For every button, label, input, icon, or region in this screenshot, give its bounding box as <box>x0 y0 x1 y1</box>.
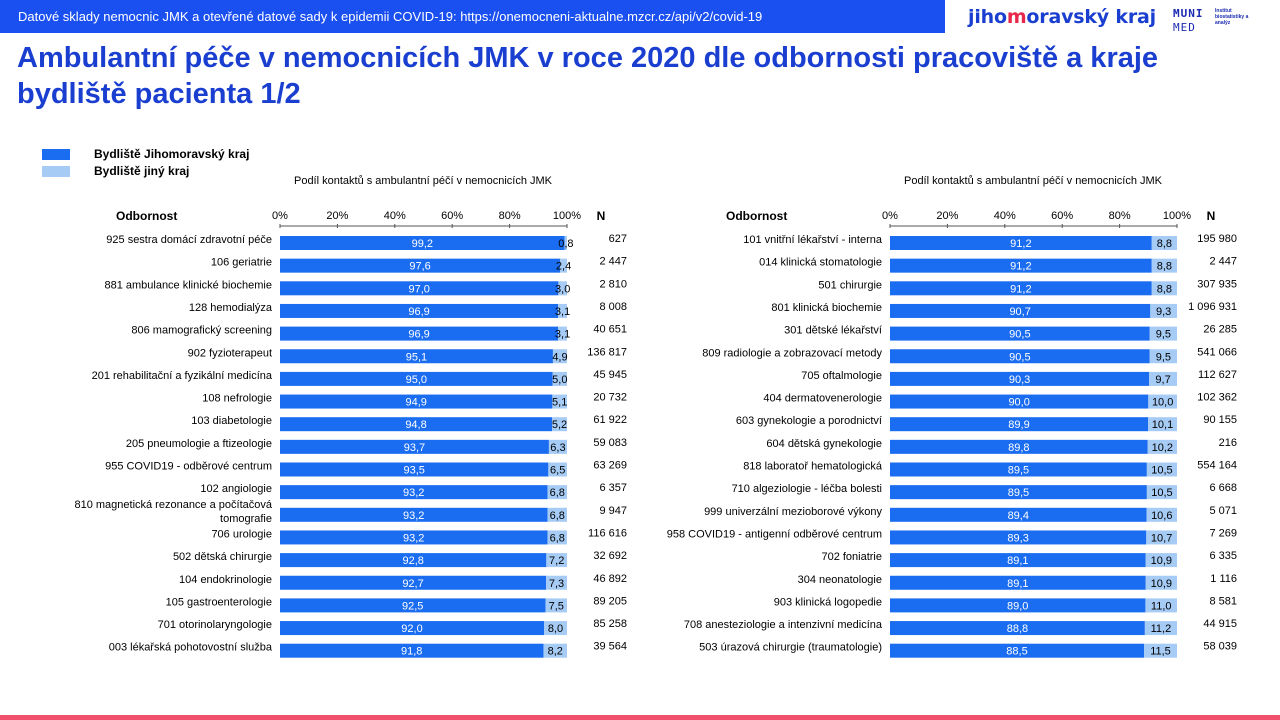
data-label-jmk: 94,9 <box>405 396 427 409</box>
n-value: 85 258 <box>593 618 627 631</box>
category-label: 809 radiologie a zobrazovací metody <box>702 347 882 360</box>
data-label-other: 3,1 <box>554 328 571 341</box>
data-label-jmk: 89,8 <box>1008 441 1030 454</box>
n-value: 89 205 <box>593 595 627 608</box>
category-label: 925 sestra domácí zdravotní péče <box>106 234 272 246</box>
n-value: 554 164 <box>1197 459 1237 472</box>
n-value: 6 357 <box>599 482 627 495</box>
x-tick-label: 0% <box>882 210 898 222</box>
data-label-jmk: 92,5 <box>402 600 424 613</box>
category-header: Odbornost <box>726 209 788 223</box>
category-label: 708 anesteziologie a intenzivní medicína <box>683 619 882 632</box>
source-banner: Datové sklady nemocnic JMK a otevřené datové sady k epidemii COVID-19: https://onemocneni-aktualne.mzcr.cz/api/v2/covid-19 <box>0 0 945 33</box>
logo-muni-text: MUNI <box>1173 7 1204 20</box>
n-value: 195 980 <box>1197 233 1237 245</box>
data-label-jmk: 93,2 <box>403 509 425 522</box>
data-label-other: 10,0 <box>1151 396 1174 409</box>
data-label-other: 9,5 <box>1155 351 1172 364</box>
n-value: 136 817 <box>587 346 627 359</box>
category-label: 810 magnetická rezonance a počítačová <box>74 498 272 511</box>
data-label-jmk: 91,8 <box>401 645 423 658</box>
category-label: 301 dětské lékařství <box>784 324 882 337</box>
bottom-accent-line <box>0 715 1280 720</box>
data-label-jmk: 91,2 <box>1010 238 1032 250</box>
data-label-jmk: 93,7 <box>403 441 426 454</box>
category-label: 903 klinická logopedie <box>773 596 882 609</box>
data-label-jmk: 90,5 <box>1009 351 1031 364</box>
brand-text-start: jiho <box>968 6 1007 28</box>
category-label: 503 úrazová chirurgie (traumatologie) <box>699 641 882 654</box>
data-label-other: 9,3 <box>1156 305 1172 318</box>
category-label: 881 ambulance klinické biochemie <box>104 279 272 292</box>
category-header: Odbornost <box>116 209 178 223</box>
data-label-other: 8,8 <box>1156 260 1173 273</box>
n-value: 20 732 <box>593 391 627 404</box>
n-value: 541 066 <box>1197 346 1237 359</box>
chart-title-line: Podíl kontaktů s ambulantní péčí v nemocnicích JMK <box>293 175 553 187</box>
data-label-jmk: 90,3 <box>1008 373 1031 386</box>
category-label: 003 lékařská pohotovostní služba <box>108 641 272 654</box>
data-label-other: 7,5 <box>548 600 564 613</box>
data-label-jmk: 90,5 <box>1009 328 1031 341</box>
n-value: 40 651 <box>593 323 627 336</box>
n-value: 627 <box>608 233 627 245</box>
data-label-other: 0,8 <box>558 238 574 250</box>
legend-label-other: Bydliště jiný kraj <box>94 164 190 178</box>
n-value: 2 810 <box>599 278 627 291</box>
data-label-other: 10,2 <box>1151 441 1174 454</box>
category-label: 902 fyzioterapeut <box>187 347 272 360</box>
legend-swatch-jmk <box>42 149 70 160</box>
brand-text-end: oravský kraj <box>1026 6 1156 28</box>
category-label: 501 chirurgie <box>818 279 882 292</box>
data-label-other: 8,8 <box>1156 283 1173 296</box>
category-label: 128 hemodialýza <box>188 301 272 314</box>
category-label: 999 univerzální mezioborové výkony <box>704 505 882 518</box>
x-tick-label: 60% <box>441 210 464 222</box>
category-label: 702 foniatrie <box>821 551 882 564</box>
data-label-other: 9,5 <box>1155 328 1172 341</box>
chart-title-line: Podíl kontaktů s ambulantní péčí v nemocnicích JMK <box>903 175 1163 187</box>
n-value: 8 581 <box>1209 595 1237 608</box>
data-label-other: 7,3 <box>548 577 565 590</box>
data-label-other: 10,5 <box>1151 464 1173 477</box>
category-label: tomografie <box>220 512 272 525</box>
n-value: 7 269 <box>1209 527 1237 540</box>
category-label: 105 gastroenterologie <box>165 596 272 609</box>
data-label-other: 7,2 <box>549 555 565 568</box>
data-label-other: 8,8 <box>1156 238 1173 250</box>
data-label-jmk: 92,8 <box>402 555 424 568</box>
data-label-other: 10,9 <box>1150 577 1173 590</box>
data-label-jmk: 88,5 <box>1006 645 1028 658</box>
category-label: 710 algeziologie - léčba bolesti <box>731 483 882 496</box>
brand-logo <box>968 6 1156 28</box>
data-label-jmk: 89,3 <box>1007 532 1029 545</box>
x-tick-label: 20% <box>326 210 349 222</box>
data-label-jmk: 89,4 <box>1007 509 1029 522</box>
data-label-jmk: 97,6 <box>409 260 431 273</box>
category-label: 604 dětská gynekologie <box>766 437 882 450</box>
data-label-other: 4,9 <box>552 351 568 364</box>
category-label: 701 otorinolaryngologie <box>157 619 272 632</box>
n-value: 39 564 <box>593 640 627 653</box>
data-label-other: 10,7 <box>1150 532 1173 545</box>
data-label-jmk: 91,2 <box>1010 283 1032 296</box>
data-label-other: 10,9 <box>1150 555 1173 568</box>
data-label-jmk: 96,9 <box>408 328 430 341</box>
data-label-other: 3,0 <box>555 283 571 296</box>
data-label-jmk: 93,2 <box>403 487 425 500</box>
n-value: 61 922 <box>593 414 627 427</box>
n-value: 1 096 931 <box>1188 300 1237 313</box>
x-tick-label: 100% <box>552 210 582 222</box>
data-label-jmk: 89,5 <box>1007 487 1030 500</box>
chart-right <box>610 165 1250 670</box>
data-label-other: 11,2 <box>1150 623 1172 636</box>
data-label-other: 11,0 <box>1150 600 1172 613</box>
x-tick-label: 40% <box>383 210 406 222</box>
category-label: 818 laboratoř hematologická <box>743 460 882 473</box>
category-label: 108 nefrologie <box>202 392 272 405</box>
data-label-jmk: 93,2 <box>403 532 425 545</box>
data-label-jmk: 93,5 <box>403 464 425 477</box>
category-label: 801 klinická biochemie <box>771 301 882 314</box>
data-label-jmk: 99,2 <box>411 238 434 250</box>
n-value: 116 616 <box>588 527 627 540</box>
category-label: 201 rehabilitační a fyzikální medicína <box>91 369 272 382</box>
category-label: 705 oftalmologie <box>801 369 882 382</box>
data-label-other: 5,0 <box>552 373 568 386</box>
data-label-other: 11,5 <box>1150 645 1171 658</box>
data-label-other: 6,8 <box>549 487 565 500</box>
category-label: 205 pneumologie a ftizeologie <box>125 437 272 450</box>
data-label-jmk: 91,2 <box>1010 260 1032 273</box>
category-label: 806 mamografický screening <box>131 324 272 337</box>
n-value: 46 892 <box>593 572 627 585</box>
x-tick-label: 100% <box>1162 210 1192 222</box>
n-value: 63 269 <box>593 459 627 472</box>
x-tick-label: 60% <box>1051 210 1074 222</box>
data-label-other: 3,1 <box>554 305 571 318</box>
n-value: 1 116 <box>1210 572 1237 585</box>
data-label-other: 5,1 <box>552 396 568 409</box>
data-label-jmk: 89,0 <box>1007 600 1029 613</box>
category-label: 304 neonatologie <box>797 573 882 586</box>
n-value: 5 071 <box>1209 504 1237 517</box>
data-label-other: 10,1 <box>1151 419 1174 432</box>
category-label: 106 geriatrie <box>210 256 272 269</box>
n-value: 9 947 <box>599 504 627 517</box>
category-label: 102 angiologie <box>200 483 272 496</box>
data-label-jmk: 94,8 <box>405 419 427 432</box>
x-tick-label: 80% <box>498 210 521 222</box>
n-value: 58 039 <box>1203 640 1237 653</box>
data-label-jmk: 89,1 <box>1007 555 1029 568</box>
data-label-jmk: 92,7 <box>402 577 424 590</box>
data-label-jmk: 96,9 <box>408 305 430 318</box>
n-value: 32 692 <box>593 550 627 563</box>
n-value: 102 362 <box>1197 391 1237 404</box>
page-title: Ambulantní péče v nemocnicích JMK v roce 2020 dle odbornosti pracoviště a kraje bydliště pacienta 1/2 <box>17 42 1159 110</box>
category-label: 014 klinická stomatologie <box>759 256 882 269</box>
data-label-jmk: 89,5 <box>1007 464 1030 477</box>
data-label-other: 8,2 <box>547 645 563 658</box>
n-value: 59 083 <box>593 436 627 449</box>
n-value: 26 285 <box>1203 323 1237 336</box>
data-label-other: 6,5 <box>550 464 566 477</box>
data-label-other: 10,5 <box>1151 487 1173 500</box>
muni-med-logo <box>1173 7 1273 35</box>
n-value: 90 155 <box>1203 414 1237 427</box>
data-label-other: 6,3 <box>550 441 566 454</box>
data-label-jmk: 89,1 <box>1007 577 1029 590</box>
brand-text-accent: m <box>1006 6 1027 28</box>
n-value: 216 <box>1218 436 1237 449</box>
chart-left <box>0 165 640 670</box>
category-label: 101 vnitřní lékařství - interna <box>743 234 882 246</box>
data-label-jmk: 89,9 <box>1008 419 1030 432</box>
n-value: 8 008 <box>599 300 627 313</box>
category-label: 603 gynekologie a porodnictví <box>735 415 882 428</box>
n-value: 2 447 <box>1209 255 1237 268</box>
x-tick-label: 80% <box>1108 210 1131 222</box>
n-value: 2 447 <box>599 255 627 268</box>
logo-institute-text: Institut biostatistiky a analýz <box>1215 8 1249 26</box>
data-label-jmk: 97,0 <box>408 283 430 296</box>
data-label-jmk: 95,0 <box>405 373 428 386</box>
n-value: 6 668 <box>1209 482 1237 495</box>
n-value: 45 945 <box>593 368 627 381</box>
data-label-jmk: 90,7 <box>1009 305 1031 318</box>
category-label: 404 dermatovenerologie <box>763 392 882 405</box>
data-label-jmk: 92,0 <box>401 623 423 636</box>
n-value: 112 627 <box>1198 368 1237 381</box>
data-label-other: 6,8 <box>549 509 565 522</box>
data-label-other: 9,7 <box>1155 373 1171 386</box>
data-label-other: 10,6 <box>1151 509 1173 522</box>
category-label: 955 COVID19 - odběrové centrum <box>105 460 272 473</box>
data-label-other: 8,0 <box>547 623 564 636</box>
category-label: 502 dětská chirurgie <box>172 551 272 564</box>
n-value: 307 935 <box>1197 278 1237 291</box>
logo-med-text: MED <box>1173 21 1196 34</box>
x-tick-label: 20% <box>936 210 959 222</box>
x-tick-label: 40% <box>993 210 1016 222</box>
category-label: 103 diabetologie <box>191 415 272 428</box>
data-label-jmk: 95,1 <box>405 351 428 364</box>
n-value: 44 915 <box>1203 618 1237 631</box>
n-header: N <box>596 209 606 223</box>
n-value: 6 335 <box>1209 550 1237 563</box>
n-header: N <box>1206 209 1216 223</box>
data-label-other: 5,2 <box>551 419 568 432</box>
data-label-other: 6,8 <box>549 532 565 545</box>
category-label: 958 COVID19 - antigenní odběrové centrum <box>666 528 882 541</box>
data-label-jmk: 88,8 <box>1006 623 1029 636</box>
category-label: 104 endokrinologie <box>179 573 272 586</box>
legend-label-jmk: Bydliště Jihomoravský kraj <box>94 147 250 161</box>
category-label: 706 urologie <box>211 528 272 541</box>
x-tick-label: 0% <box>272 210 288 222</box>
data-label-other: 2,4 <box>555 260 572 273</box>
data-label-jmk: 90,0 <box>1008 396 1030 409</box>
